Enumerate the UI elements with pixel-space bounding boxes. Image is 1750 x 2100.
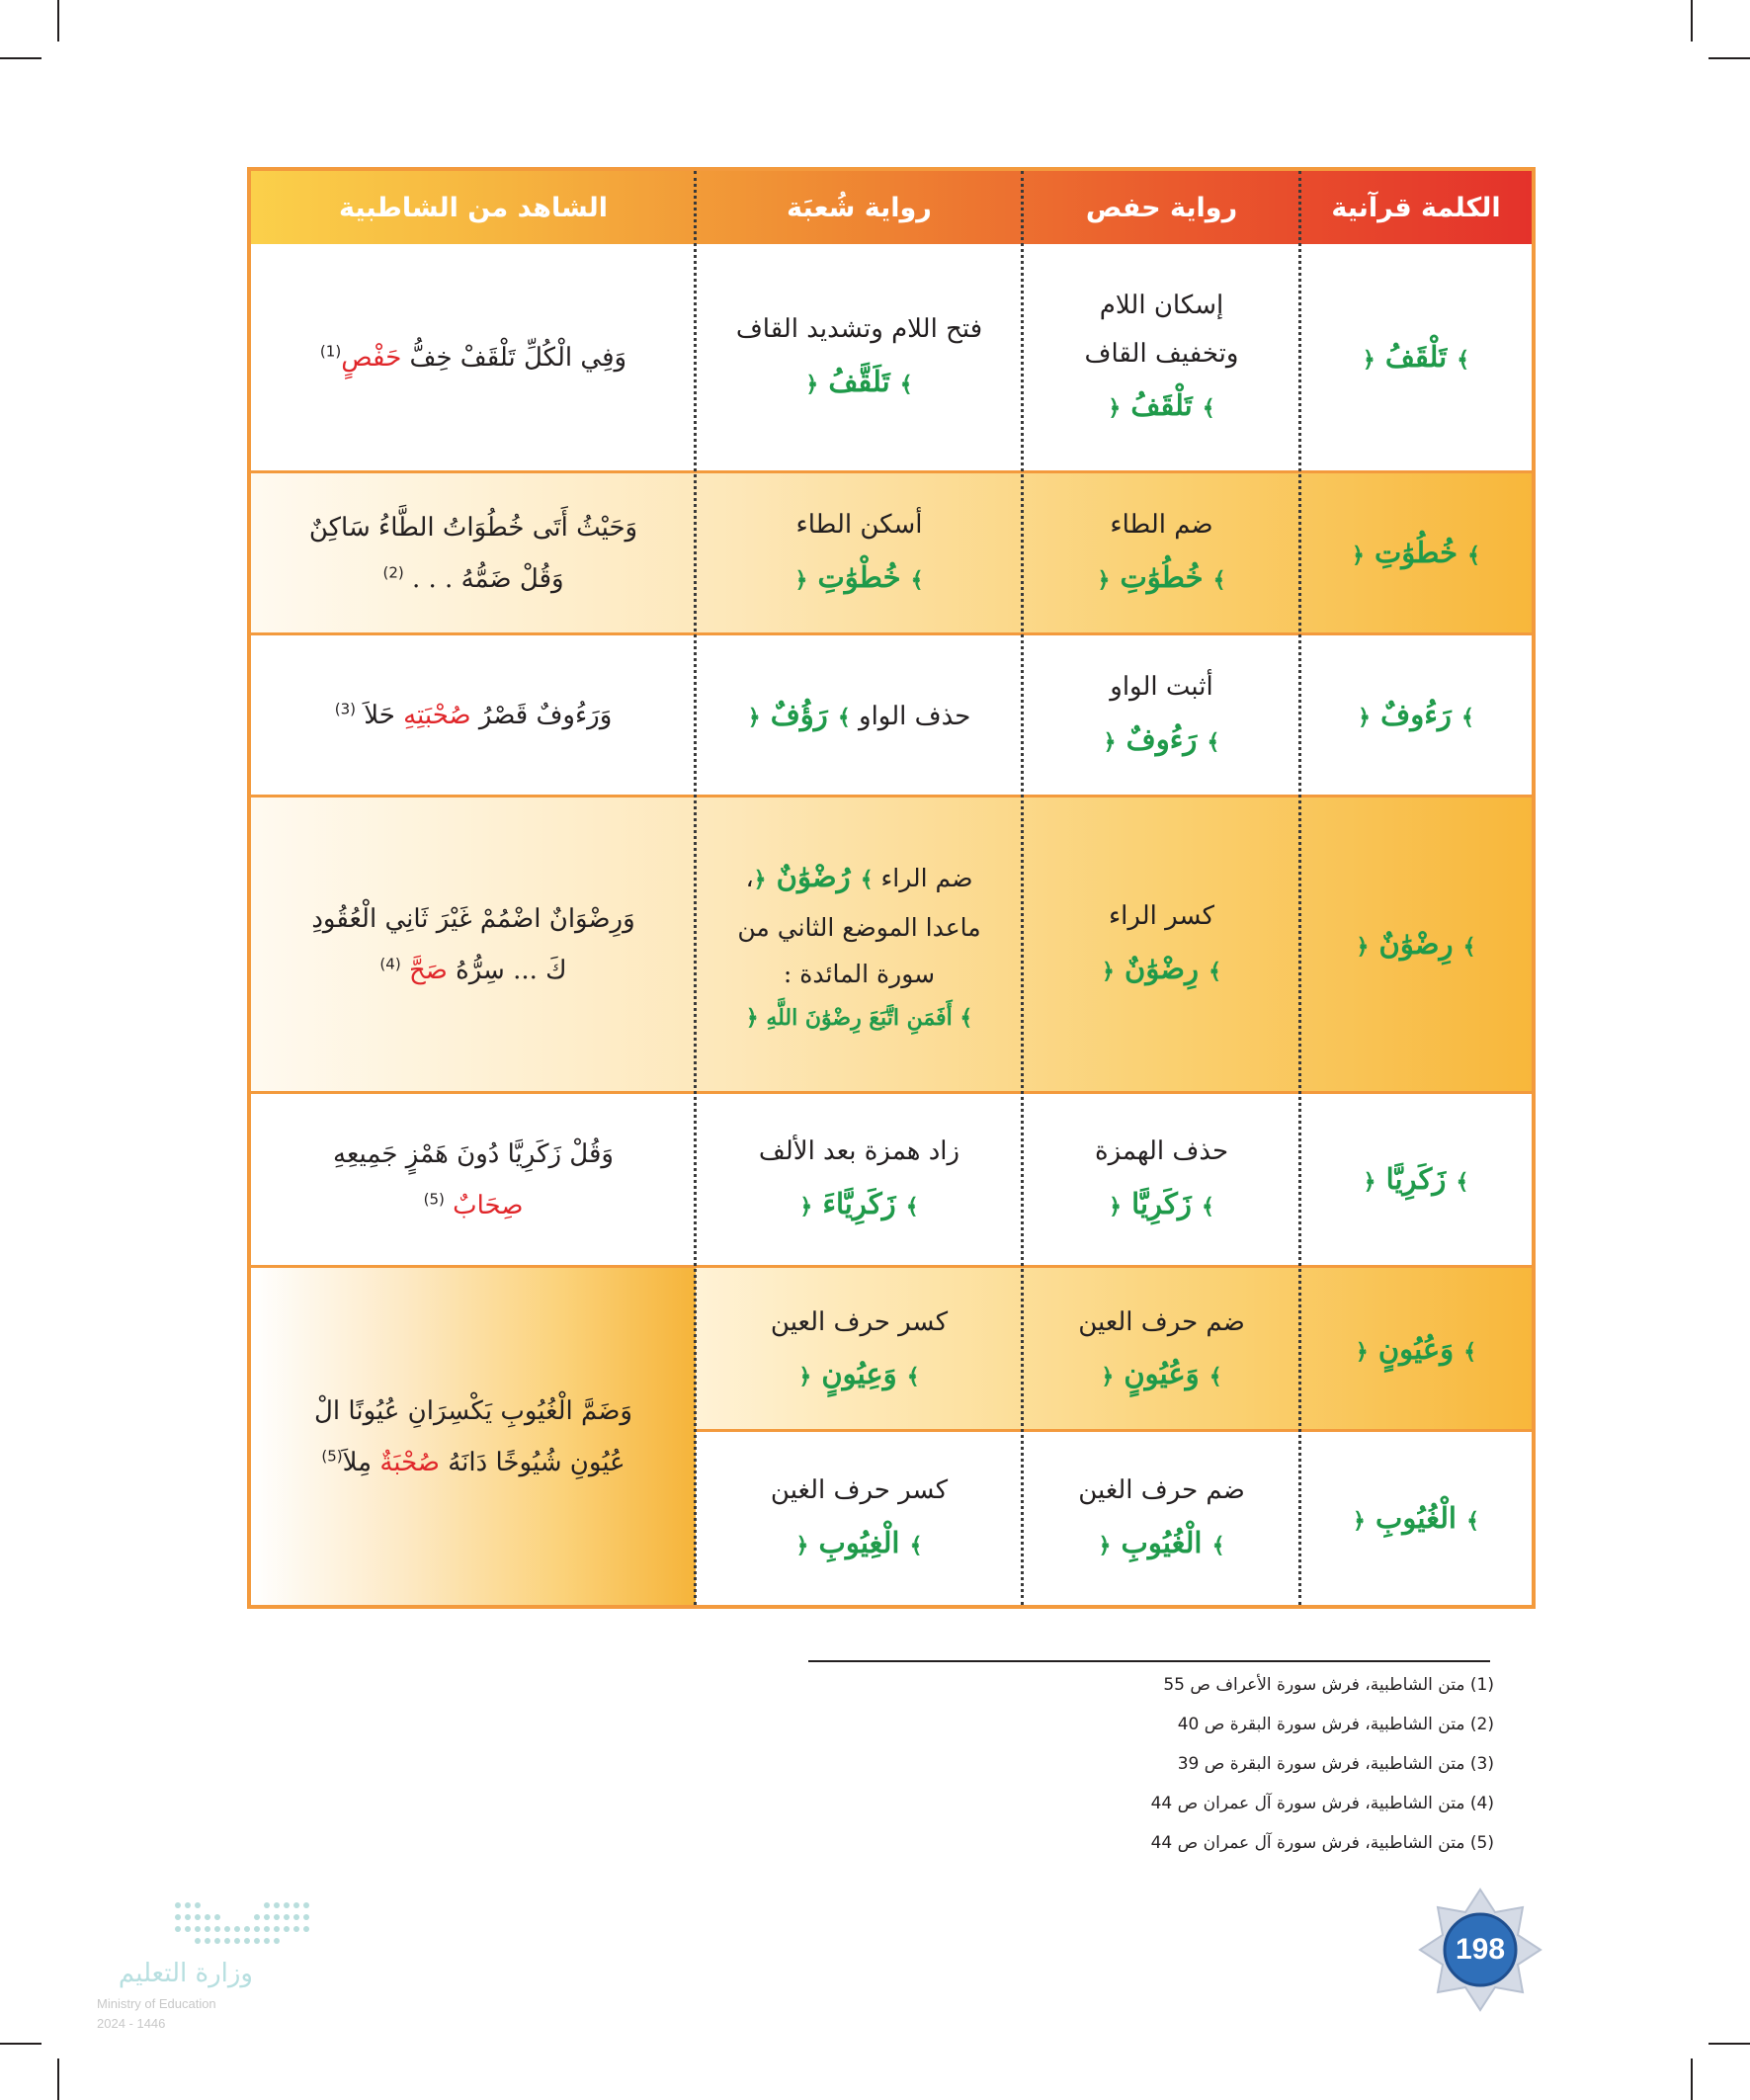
- ministry-logo: [95, 1895, 332, 2034]
- witness-highlight: صُحْبَةٌ: [379, 1447, 440, 1477]
- hafs-cell: كسر الراء ﴾ رِضْوَٰنٌ ﴿: [1023, 798, 1300, 1091]
- ministry-name-ar: وزارة التعليم: [118, 1959, 253, 1988]
- crop-mark: [1691, 2058, 1693, 2100]
- crop-mark: [1708, 2043, 1750, 2045]
- shuba-cell: أسكن الطاء ﴾ خُطْوَٰتِ ﴿: [696, 473, 1023, 632]
- column-divider: [1021, 171, 1024, 1605]
- shuba-word: خُطْوَٰتِ: [817, 559, 901, 594]
- word-cell: ﴾ الْغُيُوبِ ﴿: [1353, 1500, 1479, 1535]
- hafs-text: حذف الهمزة: [1094, 1136, 1229, 1167]
- footnote-ref: (3): [334, 699, 356, 717]
- ministry-name-en: Ministry of Education: [97, 1996, 216, 2011]
- table-row: [251, 798, 1532, 1094]
- quran-word: تَلْقَفُ: [1384, 339, 1448, 374]
- column-divider: [694, 171, 697, 1605]
- table-row: [251, 244, 1532, 473]
- word-cell: ﴾ رِضْوَٰنٌ ﴿: [1356, 926, 1476, 961]
- shuba-text: أسكن الطاء: [795, 510, 923, 541]
- footnote: (2) متن الشاطبية، فرش سورة البقرة ص 40: [1177, 1715, 1494, 1734]
- footnote-ref: (1): [319, 341, 342, 360]
- table-row: [251, 635, 1532, 798]
- table-row: [251, 473, 1532, 635]
- hafs-cell: أثبت الواو ﴾ رَءُوفٌ ﴿: [1023, 635, 1300, 795]
- witness-verse: وَحَيْثُ أَتَى خُطُوَاتُ الطَّاءُ سَاكِنٌ: [308, 512, 638, 543]
- hafs-cell: ضم حرف العين ﴾ وَعُيُونٍ ﴿: [1023, 1268, 1300, 1432]
- shuba-text: فتح اللام وتشديد القاف: [735, 314, 983, 345]
- hafs-word: زَكَرِيَّا: [1131, 1186, 1192, 1220]
- shuba-cell: فتح اللام وتشديد القاف ﴾ تَلَقَّفُ ﴿: [696, 244, 1023, 470]
- witness-cell: [251, 244, 696, 470]
- ministry-year: 2024 - 1446: [97, 2016, 166, 2031]
- column-divider: [1298, 171, 1301, 1605]
- shuba-text: زاد همزة بعد الألف: [758, 1136, 960, 1167]
- witness-highlight: صِحَابٌ: [453, 1190, 524, 1220]
- footnote: (5) متن الشاطبية، فرش سورة آل عمران ص 44: [1150, 1833, 1494, 1853]
- crop-mark: [0, 2043, 42, 2045]
- hafs-word: خُطُوَٰتِ: [1120, 559, 1204, 594]
- witness-verse: حَلاَ: [364, 700, 395, 730]
- witness-highlight: صَحَّ: [408, 955, 448, 985]
- shuba-word: الْغِيُوبِ: [818, 1525, 900, 1559]
- shuba-word: تَلَقَّفُ: [828, 364, 890, 398]
- header-shuba: رواية شُعبَة: [787, 192, 932, 223]
- merged-witness-cell: [251, 1268, 696, 1605]
- witness-verse: وَفِي الْكُلِّ تَلْقَفْ خِفُّ: [409, 342, 627, 373]
- witness-verse: مِلاَ: [342, 1447, 373, 1477]
- shuba-text: حذف الواو: [859, 701, 971, 731]
- hafs-word: الْغُيُوبِ: [1121, 1525, 1203, 1559]
- crop-mark: [1691, 0, 1693, 42]
- shuba-cell: حذف الواو ﴾ رَؤُفٌ ﴿: [747, 697, 971, 731]
- word-cell: ﴾ خُطُوَٰتِ ﴿: [1352, 535, 1480, 569]
- crop-mark: [0, 57, 42, 59]
- page-number-badge: [1418, 1888, 1542, 2012]
- hafs-word: رَءُوفٌ: [1125, 721, 1198, 756]
- hafs-cell: إسكان اللام وتخفيف القاف ﴾ تَلْقَفُ ﴿: [1023, 244, 1300, 470]
- witness-cell: [251, 798, 696, 1091]
- shuba-word: وَعِيُونٍ: [821, 1357, 897, 1391]
- witness-verse: عُيُونِ شُيُوخًا دَانَهُ: [448, 1447, 625, 1477]
- table-header: [251, 171, 1532, 244]
- footnote: (1) متن الشاطبية، فرش سورة الأعراف ص 55: [1163, 1675, 1494, 1695]
- word-cell: ﴾ تَلْقَفُ ﴿: [1362, 339, 1470, 374]
- word-cell: ﴾ رَءُوفٌ ﴿: [1358, 697, 1474, 731]
- hafs-text: ضم حرف الغين: [1078, 1475, 1245, 1506]
- footnote-rule: [808, 1660, 1490, 1662]
- dots-logo-icon: [95, 1895, 322, 1955]
- witness-highlight: صُحْبَتِهِ: [403, 700, 471, 730]
- shuba-word: زَكَرِيَّاءَ: [822, 1186, 896, 1220]
- witness-highlight: حَفْصٍ: [341, 342, 402, 373]
- witness-cell: [251, 473, 696, 632]
- hafs-word: وَعُيُونٍ: [1124, 1357, 1200, 1391]
- footnote-ref: (4): [379, 954, 401, 972]
- shuba-ayah: أَفَمَنِ اتَّبَعَ رِضْوَٰنَ اللَّهِ: [766, 1004, 953, 1031]
- shuba-word: رُضْوَٰنٌ: [776, 859, 851, 893]
- shuba-cell: ضم الراء ﴾ رُضْوَٰنٌ ﴿، ماعدا الموضع الثاني من سورة المائدة : ﴾ أَفَمَنِ اتَّبَعَ رِضْوَٰنَ اللَّهِ ﴿: [737, 859, 981, 1031]
- footnote: (3) متن الشاطبية، فرش سورة البقرة ص 39: [1177, 1754, 1494, 1774]
- quran-word: رَءُوفٌ: [1380, 697, 1452, 731]
- hafs-word: رِضْوَٰنٌ: [1125, 951, 1199, 985]
- crop-mark: [57, 0, 59, 42]
- shuba-cell: زاد همزة بعد الألف ﴾ زَكَرِيَّاءَ ﴿: [696, 1094, 1023, 1265]
- witness-verse: وَضَمَّ الْغُيُوبِ يَكْسِرَانِ عُيُونًا الْ: [314, 1395, 632, 1426]
- header-witness: الشاهد من الشاطبية: [339, 192, 608, 223]
- quran-word: خُطُوَٰتِ: [1375, 535, 1458, 569]
- table-row: [251, 1094, 1532, 1268]
- header-hafs: رواية حفص: [1085, 192, 1238, 223]
- qiraat-comparison-table: [247, 167, 1536, 1609]
- witness-cell: [251, 635, 696, 795]
- hafs-word: تَلْقَفُ: [1130, 388, 1193, 423]
- quran-word: زَكَرِيَّا: [1385, 1161, 1447, 1196]
- witness-verse: وَقُلْ ضَمُّهُ . . .: [411, 563, 564, 594]
- witness-verse: كَ ... سِرُّهُ: [456, 955, 567, 985]
- shuba-text: كسر حرف العين: [770, 1306, 949, 1337]
- crop-mark: [1708, 57, 1750, 59]
- shuba-word: رَؤُفٌ: [770, 697, 828, 731]
- quran-word: رِضْوَٰنٌ: [1378, 926, 1454, 961]
- hafs-text: إسكان اللام: [1099, 290, 1224, 320]
- hafs-cell: ضم الطاء ﴾ خُطُوَٰتِ ﴿: [1023, 473, 1300, 632]
- shuba-text: سورة المائدة :: [783, 960, 936, 989]
- header-word: الكلمة قرآنية: [1331, 192, 1501, 223]
- witness-cell: [251, 1094, 696, 1265]
- shuba-text: ضم الراء: [880, 863, 973, 892]
- hafs-text: كسر الراء: [1108, 901, 1215, 932]
- hafs-cell: حذف الهمزة ﴾ زَكَرِيَّا ﴿: [1023, 1094, 1300, 1265]
- witness-verse: وَرِضْوَانٌ اضْمُمْ غَيْرَ ثَانِي الْعُقُودِ: [311, 903, 635, 934]
- hafs-text: ضم حرف العين: [1078, 1306, 1245, 1337]
- hafs-text: ضم الطاء: [1110, 510, 1213, 541]
- witness-verse: وَرَءُوفٌ قَصْرُ: [478, 700, 613, 730]
- hafs-cell: ضم حرف الغين ﴾ الْغُيُوبِ ﴿: [1023, 1432, 1300, 1605]
- footnote-ref: (5): [321, 1446, 343, 1465]
- shuba-text: ماعدا الموضع الثاني من: [737, 912, 981, 942]
- shuba-cell: كسر حرف الغين ﴾ الْغِيُوبِ ﴿: [696, 1432, 1023, 1605]
- page-number: 198: [1455, 1933, 1506, 1966]
- footnote-ref: (5): [423, 1189, 445, 1208]
- word-cell: ﴾ وَعُيُونٍ ﴿: [1355, 1332, 1477, 1367]
- hafs-text: وتخفيف القاف: [1084, 338, 1239, 369]
- hafs-text: أثبت الواو: [1110, 672, 1213, 703]
- word-cell: ﴾ زَكَرِيَّا ﴿: [1363, 1161, 1469, 1196]
- footnote-ref: (2): [382, 562, 404, 581]
- footnote: (4) متن الشاطبية، فرش سورة آل عمران ص 44: [1150, 1794, 1494, 1813]
- crop-mark: [57, 2058, 59, 2100]
- footnote-list: [889, 1665, 1494, 1863]
- quran-word: وَعُيُونٍ: [1377, 1332, 1455, 1367]
- shuba-text: كسر حرف الغين: [770, 1475, 949, 1506]
- shuba-cell: كسر حرف العين ﴾ وَعِيُونٍ ﴿: [696, 1268, 1023, 1432]
- quran-word: الْغُيُوبِ: [1375, 1500, 1457, 1535]
- witness-verse: وَقُلْ زَكَرِيَّا دُونَ هَمْزٍ جَمِيعِهِ: [333, 1138, 614, 1169]
